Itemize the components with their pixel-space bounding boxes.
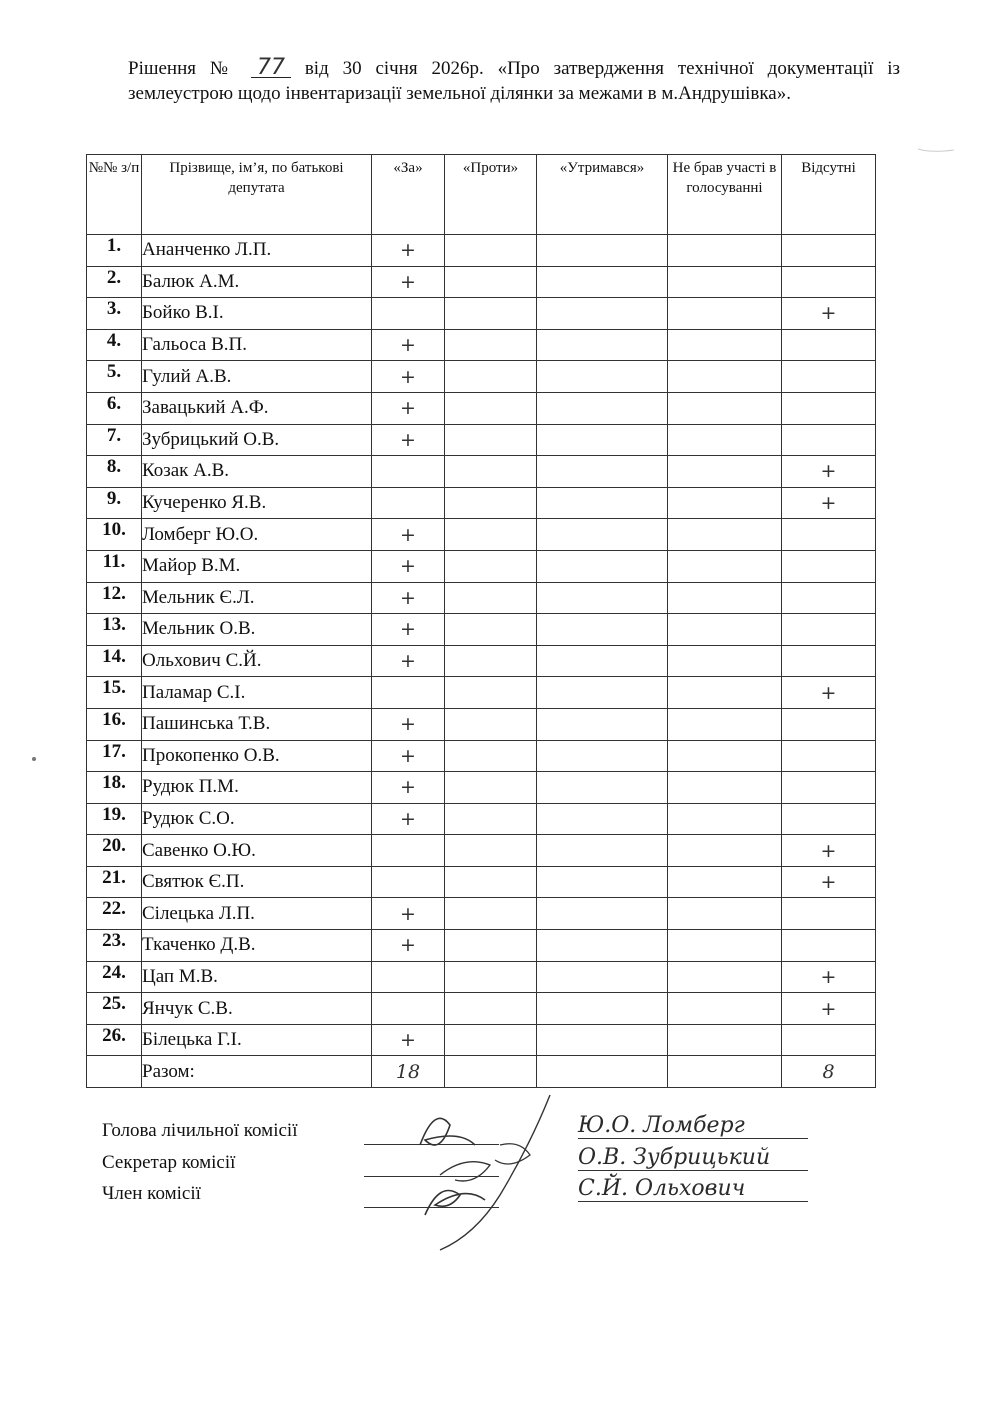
deputy-name: Гальоса В.П. [142,329,372,361]
table-row [87,803,876,835]
vote-not-voting [668,392,782,424]
row-number: 7. [87,424,142,456]
row-number: 15. [87,677,142,709]
vote-abstained [537,645,668,677]
row-number: 17. [87,740,142,772]
deputy-name: Бойко В.І. [142,298,372,330]
vote-abstained [537,835,668,867]
vote-absent [782,803,876,835]
vote-abstained [537,708,668,740]
vote-abstained [537,235,668,267]
vote-absent: + [782,487,876,519]
table-row [87,329,876,361]
decision-number: 77 [251,59,291,78]
deputy-name: Пашинська Т.В. [142,708,372,740]
deputy-name: Паламар С.І. [142,677,372,709]
vote-against [445,930,537,962]
vote-absent [782,329,876,361]
vote-for: + [372,582,445,614]
vote-not-voting [668,645,782,677]
vote-for [372,456,445,488]
table-row [87,614,876,646]
vote-absent: + [782,835,876,867]
vote-against [445,456,537,488]
vote-absent [782,645,876,677]
header-against: «Проти» [445,155,537,235]
vote-for: + [372,550,445,582]
deputy-name: Мельник Є.Л. [142,582,372,614]
vote-against [445,993,537,1025]
vote-for: + [372,329,445,361]
vote-absent [782,708,876,740]
vote-against [445,298,537,330]
deputy-name: Козак А.В. [142,456,372,488]
table-row [87,361,876,393]
vote-absent: + [782,993,876,1025]
total-for: 18 [372,1056,445,1088]
table-row [87,298,876,330]
vote-not-voting [668,835,782,867]
deputy-name: Ананченко Л.П. [142,235,372,267]
scan-mark [916,140,956,148]
table-row [87,392,876,424]
vote-abstained [537,456,668,488]
vote-against [445,550,537,582]
deputy-name: Ломберг Ю.О. [142,519,372,551]
total-not-voting [668,1056,782,1088]
vote-absent [782,898,876,930]
row-number: 8. [87,456,142,488]
vote-against [445,614,537,646]
signature-role: Секретар комісії [102,1152,236,1173]
deputy-name: Майор В.М. [142,550,372,582]
row-number: 24. [87,961,142,993]
vote-absent [782,582,876,614]
table-row [87,266,876,298]
vote-absent [782,392,876,424]
header-for: «За» [372,155,445,235]
vote-abstained [537,930,668,962]
vote-abstained [537,1024,668,1056]
vote-for [372,298,445,330]
header-abstained: «Утримався» [537,155,668,235]
deputy-name: Рудюк П.М. [142,772,372,804]
vote-not-voting [668,993,782,1025]
scan-dot [32,757,36,761]
row-number: 20. [87,835,142,867]
table-row [87,740,876,772]
vote-abstained [537,677,668,709]
deputy-name: Святюк Є.П. [142,866,372,898]
vote-absent: + [782,866,876,898]
header-not-voting: Не брав участі в голосуванні [668,155,782,235]
table-row [87,993,876,1025]
vote-for [372,866,445,898]
table-row [87,582,876,614]
deputy-name: Завацький А.Ф. [142,392,372,424]
vote-absent [782,772,876,804]
vote-against [445,519,537,551]
vote-for: + [372,772,445,804]
row-number: 13. [87,614,142,646]
vote-absent: + [782,456,876,488]
signature-name: Ю.О. Ломберг [578,1114,808,1139]
vote-for: + [372,740,445,772]
deputy-name: Ольхович С.Й. [142,645,372,677]
total-row [87,1056,876,1088]
table-row [87,235,876,267]
row-number: 6. [87,392,142,424]
signature-role: Голова лічильної комісії [102,1120,298,1141]
vote-not-voting [668,677,782,709]
deputy-name: Зубрицький О.В. [142,424,372,456]
vote-for: + [372,898,445,930]
vote-absent [782,550,876,582]
vote-abstained [537,298,668,330]
vote-absent [782,519,876,551]
vote-not-voting [668,298,782,330]
row-number: 10. [87,519,142,551]
vote-absent: + [782,677,876,709]
vote-against [445,424,537,456]
table-row [87,772,876,804]
deputy-name: Прокопенко О.В. [142,740,372,772]
total-empty [87,1056,142,1088]
vote-not-voting [668,930,782,962]
table-row [87,456,876,488]
vote-against [445,645,537,677]
vote-for [372,677,445,709]
deputy-name: Ткаченко Д.В. [142,930,372,962]
decision-heading [128,56,900,106]
vote-absent [782,361,876,393]
vote-abstained [537,550,668,582]
vote-abstained [537,803,668,835]
vote-not-voting [668,235,782,267]
decision-title: від 30 січня 2026р. «Про затвердження технічної документації із землеустрою щодо інвентаризації земельної ділянки за межами в м.Андрушівка». [128,58,901,104]
vote-against [445,235,537,267]
table-row [87,487,876,519]
vote-against [445,266,537,298]
table-row [87,424,876,456]
vote-not-voting [668,582,782,614]
vote-absent: + [782,961,876,993]
vote-absent [782,740,876,772]
vote-for: + [372,614,445,646]
deputy-name: Балюк А.М. [142,266,372,298]
table-row [87,866,876,898]
vote-absent [782,614,876,646]
vote-not-voting [668,550,782,582]
vote-not-voting [668,614,782,646]
vote-for: + [372,1024,445,1056]
vote-against [445,329,537,361]
row-number: 5. [87,361,142,393]
vote-abstained [537,772,668,804]
vote-not-voting [668,424,782,456]
row-number: 26. [87,1024,142,1056]
signature-name: О.В. Зубрицький [578,1146,808,1171]
deputy-name: Савенко О.Ю. [142,835,372,867]
vote-not-voting [668,487,782,519]
vote-for [372,487,445,519]
row-number: 11. [87,550,142,582]
vote-for: + [372,392,445,424]
signature-name: С.Й. Ольхович [578,1177,808,1202]
vote-against [445,772,537,804]
vote-not-voting [668,266,782,298]
table-header-row [87,155,876,235]
vote-against [445,361,537,393]
vote-not-voting [668,961,782,993]
row-number: 22. [87,898,142,930]
deputy-name: Кучеренко Я.В. [142,487,372,519]
row-number: 2. [87,266,142,298]
row-number: 14. [87,645,142,677]
vote-not-voting [668,519,782,551]
vote-against [445,961,537,993]
vote-against [445,803,537,835]
header-name: Прізвище, ім’я, по батькові депутата [142,155,372,235]
table-row [87,835,876,867]
table-row [87,645,876,677]
vote-absent: + [782,298,876,330]
header-no: №№ з/п [87,155,142,235]
total-label: Разом: [142,1056,372,1088]
vote-not-voting [668,772,782,804]
vote-abstained [537,614,668,646]
decision-prefix: Рішення № [128,58,238,79]
table-row [87,1024,876,1056]
vote-absent [782,1024,876,1056]
handwritten-signatures [380,1085,580,1260]
vote-for: + [372,361,445,393]
table-row [87,898,876,930]
row-number: 12. [87,582,142,614]
vote-for: + [372,930,445,962]
row-number: 16. [87,708,142,740]
deputy-name: Янчук С.В. [142,993,372,1025]
vote-abstained [537,740,668,772]
vote-not-voting [668,866,782,898]
vote-abstained [537,329,668,361]
vote-abstained [537,866,668,898]
vote-against [445,740,537,772]
vote-not-voting [668,803,782,835]
vote-not-voting [668,708,782,740]
row-number: 18. [87,772,142,804]
vote-for: + [372,645,445,677]
vote-abstained [537,361,668,393]
vote-abstained [537,961,668,993]
vote-for: + [372,266,445,298]
vote-abstained [537,519,668,551]
table-row [87,677,876,709]
vote-against [445,708,537,740]
vote-against [445,582,537,614]
deputy-name: Гулий А.В. [142,361,372,393]
total-absent: 8 [782,1056,876,1088]
vote-absent [782,424,876,456]
table-row [87,930,876,962]
vote-not-voting [668,898,782,930]
row-number: 21. [87,866,142,898]
vote-against [445,898,537,930]
header-absent: Відсутні [782,155,876,235]
vote-for [372,835,445,867]
total-against [445,1056,537,1088]
signature-role: Член комісії [102,1183,201,1204]
row-number: 3. [87,298,142,330]
vote-against [445,392,537,424]
vote-for: + [372,235,445,267]
vote-not-voting [668,329,782,361]
vote-for: + [372,424,445,456]
vote-abstained [537,266,668,298]
vote-abstained [537,392,668,424]
row-number: 9. [87,487,142,519]
vote-absent [782,930,876,962]
table-row [87,550,876,582]
vote-abstained [537,898,668,930]
table-row [87,519,876,551]
vote-for: + [372,803,445,835]
vote-against [445,677,537,709]
deputy-name: Рудюк С.О. [142,803,372,835]
vote-against [445,835,537,867]
vote-abstained [537,424,668,456]
vote-absent [782,266,876,298]
vote-abstained [537,582,668,614]
vote-for: + [372,519,445,551]
vote-not-voting [668,1024,782,1056]
vote-against [445,866,537,898]
vote-not-voting [668,456,782,488]
vote-for [372,993,445,1025]
table-row [87,961,876,993]
vote-against [445,1024,537,1056]
table-row [87,708,876,740]
row-number: 4. [87,329,142,361]
vote-for: + [372,708,445,740]
deputy-name: Цап М.В. [142,961,372,993]
row-number: 23. [87,930,142,962]
deputy-name: Білецька Г.І. [142,1024,372,1056]
vote-against [445,487,537,519]
row-number: 25. [87,993,142,1025]
row-number: 19. [87,803,142,835]
deputy-name: Мельник О.В. [142,614,372,646]
deputy-name: Сілецька Л.П. [142,898,372,930]
vote-abstained [537,993,668,1025]
vote-for [372,961,445,993]
total-abstained [537,1056,668,1088]
row-number: 1. [87,235,142,267]
vote-not-voting [668,361,782,393]
vote-absent [782,235,876,267]
voting-table [86,154,876,1088]
vote-not-voting [668,740,782,772]
vote-abstained [537,487,668,519]
